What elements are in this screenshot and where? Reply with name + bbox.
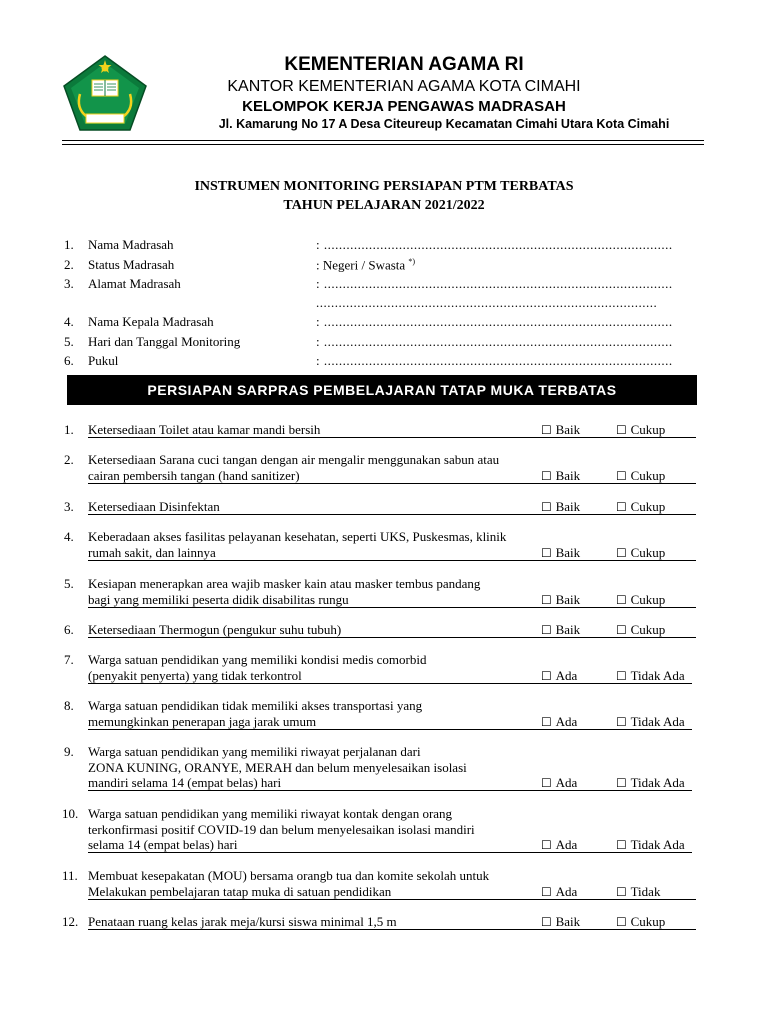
check-option-1[interactable] <box>541 714 577 730</box>
check-option-label: Baik <box>555 622 581 637</box>
check-option-1[interactable] <box>541 775 577 791</box>
check-option-label: Ada <box>555 713 578 729</box>
check-item-number: 2. <box>64 452 74 467</box>
check-item-text: Melakukan pembelajaran tatap muka di satuan pendidikan <box>88 883 392 899</box>
identity-label: Pukul <box>88 353 119 368</box>
check-option-label: Ada <box>555 837 578 852</box>
checkbox-icon[interactable]: ☐ <box>541 668 556 683</box>
check-item-text: Ketersediaan Thermogun (pengukur suhu tubuh) <box>88 622 342 637</box>
check-option-2[interactable] <box>616 545 665 561</box>
check-option-1[interactable] <box>541 914 580 930</box>
check-item-text: Ketersediaan Toilet atau kamar mandi bersih <box>88 422 321 437</box>
check-option-label: Baik <box>555 544 581 560</box>
checkbox-icon[interactable]: ☐ <box>541 838 556 852</box>
check-item-number: 6. <box>64 622 74 637</box>
check-option-label: Cukup <box>630 467 666 483</box>
checkbox-icon[interactable]: ☐ <box>616 468 631 483</box>
check-item-text: cairan pembersih tangan (hand sanitizer) <box>88 467 300 483</box>
check-option-label: Tidak Ada <box>630 667 685 683</box>
check-item-text: rumah sakit, dan lainnya <box>88 544 216 560</box>
check-item-text: Membuat kesepakatan (MOU) bersama orangb tua dan komite sekolah untuk <box>88 868 490 883</box>
check-item-underline <box>88 437 696 438</box>
identity-field-time[interactable]: : ............................................................................................. <box>316 353 673 368</box>
check-option-label: Baik <box>555 422 581 437</box>
identity-field-address[interactable]: : ............................................................................................. <box>316 276 673 291</box>
check-option-label: Ada <box>555 883 578 899</box>
check-option-2[interactable] <box>616 714 685 730</box>
check-item-number: 5. <box>64 576 74 591</box>
check-item-text: selama 14 (empat belas) hari <box>88 837 238 852</box>
check-option-1[interactable] <box>541 884 577 900</box>
identity-num: 3. <box>64 276 74 291</box>
check-option-1[interactable] <box>541 837 577 853</box>
check-option-2[interactable] <box>616 499 665 515</box>
check-item-number: 12. <box>62 914 79 929</box>
check-option-1[interactable] <box>541 668 577 684</box>
checkbox-icon[interactable]: ☐ <box>616 592 631 607</box>
check-option-label: Cukup <box>630 914 666 929</box>
check-option-label: Cukup <box>630 422 666 437</box>
checkbox-icon[interactable]: ☐ <box>541 592 556 607</box>
checkbox-icon[interactable]: ☐ <box>616 884 631 899</box>
check-option-2[interactable] <box>616 422 665 438</box>
check-item-text: Kesiapan menerapkan area wajib masker kain atau masker tembus pandang <box>88 576 481 591</box>
identity-num: 5. <box>64 334 74 349</box>
checkbox-icon[interactable]: ☐ <box>616 915 631 929</box>
checkbox-icon[interactable]: ☐ <box>616 545 631 560</box>
check-option-2[interactable] <box>616 775 685 791</box>
check-item-underline <box>88 790 692 791</box>
check-option-label: Ada <box>555 667 578 683</box>
check-item-text: Keberadaan akses fasilitas pelayanan kesehatan, seperti UKS, Puskesmas, klinik <box>88 529 507 544</box>
check-option-2[interactable] <box>616 884 660 900</box>
form-year: TAHUN PELAJARAN 2021/2022 <box>283 198 485 213</box>
check-item-underline <box>88 514 696 515</box>
checkbox-icon[interactable]: ☐ <box>541 500 556 514</box>
check-option-label: Baik <box>555 914 581 929</box>
check-option-2[interactable] <box>616 914 665 930</box>
check-item-number: 9. <box>64 744 74 759</box>
checkbox-icon[interactable]: ☐ <box>541 714 556 729</box>
check-item-number: 3. <box>64 499 74 514</box>
identity-label: Nama Madrasah <box>88 237 174 252</box>
identity-field-date[interactable]: : ............................................................................................. <box>316 334 673 349</box>
check-option-2[interactable] <box>616 622 665 638</box>
checkbox-icon[interactable]: ☐ <box>541 884 556 899</box>
check-option-1[interactable] <box>541 622 580 638</box>
check-item-number: 1. <box>64 422 74 437</box>
checkbox-icon[interactable]: ☐ <box>616 776 631 790</box>
checkbox-icon[interactable]: ☐ <box>541 468 556 483</box>
identity-label: Hari dan Tanggal Monitoring <box>88 334 241 349</box>
check-option-label: Tidak Ada <box>630 713 685 729</box>
check-option-2[interactable] <box>616 668 685 684</box>
header-group: KELOMPOK KERJA PENGAWAS MADRASAH <box>242 98 566 115</box>
check-option-2[interactable] <box>616 468 665 484</box>
checkbox-icon[interactable]: ☐ <box>541 545 556 560</box>
identity-field-status[interactable] <box>316 257 415 273</box>
checkbox-icon[interactable]: ☐ <box>541 915 556 929</box>
check-item-number: 11. <box>62 868 78 883</box>
check-item-text: Warga satuan pendidikan tidak memiliki akses transportasi yang <box>88 698 423 713</box>
check-item-underline <box>88 683 692 684</box>
form-title: INSTRUMEN MONITORING PERSIAPAN PTM TERBATAS <box>194 179 574 194</box>
check-item-underline <box>88 560 696 561</box>
check-option-label: Baik <box>555 467 581 483</box>
check-option-label: Cukup <box>630 544 666 560</box>
check-item-underline <box>88 929 696 930</box>
checkbox-icon[interactable]: ☐ <box>616 668 631 683</box>
check-item-number: 10. <box>62 806 79 821</box>
identity-num: 4. <box>64 314 74 329</box>
check-item-underline <box>88 852 692 853</box>
identity-field-school-name[interactable]: : ............................................................................................. <box>316 237 673 252</box>
identity-field-address-cont[interactable]: ........................................................................................... <box>316 295 658 310</box>
status-value: : Negeri / Swasta <box>316 257 409 273</box>
check-item-text: Ketersediaan Sarana cuci tangan dengan air mengalir menggunakan sabun atau <box>88 452 500 467</box>
check-item-text: memungkinkan penerapan jaga jarak umum <box>88 713 317 729</box>
identity-field-principal[interactable]: : ............................................................................................. <box>316 314 673 329</box>
check-option-label: Cukup <box>630 591 666 607</box>
checkbox-icon[interactable]: ☐ <box>616 623 631 637</box>
checkbox-icon[interactable]: ☐ <box>616 423 631 437</box>
check-option-label: Tidak <box>630 883 661 899</box>
check-item-text: terkonfirmasi positif COVID-19 dan belum menyelesaikan isolasi mandiri <box>88 821 475 837</box>
checkbox-icon[interactable]: ☐ <box>541 423 556 437</box>
identity-num: 1. <box>64 237 74 252</box>
status-note: *) <box>408 257 416 266</box>
check-item-text: mandiri selama 14 (empat belas) hari <box>88 775 282 790</box>
check-item-underline <box>88 729 692 730</box>
checkbox-icon[interactable]: ☐ <box>616 838 631 852</box>
check-item-text: Warga satuan pendidikan yang memiliki kondisi medis comorbid <box>88 652 427 667</box>
check-option-label: Cukup <box>630 622 666 637</box>
check-item-text: Penataan ruang kelas jarak meja/kursi siswa minimal 1,5 m <box>88 914 397 929</box>
section-banner: PERSIAPAN SARPRAS PEMBELAJARAN TATAP MUKA TERBATAS <box>67 375 697 405</box>
checkbox-icon[interactable]: ☐ <box>541 776 556 790</box>
check-item-underline <box>88 637 696 638</box>
check-option-1[interactable] <box>541 422 580 438</box>
checkbox-icon[interactable]: ☐ <box>616 500 631 514</box>
check-item-text: Ketersediaan Disinfektan <box>88 499 220 514</box>
check-item-underline <box>88 607 696 608</box>
identity-num: 2. <box>64 257 74 272</box>
check-option-1[interactable] <box>541 499 580 515</box>
check-option-label: Tidak Ada <box>630 837 685 852</box>
check-item-number: 7. <box>64 652 74 667</box>
check-option-2[interactable] <box>616 837 685 853</box>
check-item-text: Warga satuan pendidikan yang memiliki riwayat kontak dengan orang <box>88 806 453 821</box>
identity-label: Alamat Madrasah <box>88 276 181 291</box>
identity-num: 6. <box>64 353 74 368</box>
check-option-2[interactable] <box>616 592 665 608</box>
header-office: KANTOR KEMENTERIAN AGAMA KOTA CIMAHI <box>227 78 581 95</box>
header-rule-thick <box>62 140 704 141</box>
check-option-label: Baik <box>555 591 581 607</box>
check-option-1[interactable] <box>541 468 580 484</box>
header-ministry: KEMENTERIAN AGAMA RI <box>284 54 524 75</box>
identity-label: Nama Kepala Madrasah <box>88 314 214 329</box>
check-item-number: 4. <box>64 529 74 544</box>
check-option-label: Ada <box>555 775 578 790</box>
checkbox-icon[interactable]: ☐ <box>616 714 631 729</box>
check-item-text: bagi yang memiliki peserta didik disabilitas rungu <box>88 591 349 607</box>
header-address: Jl. Kamarung No 17 A Desa Citeureup Kecamatan Cimahi Utara Kota Cimahi <box>218 117 670 131</box>
header-rule-thin <box>62 144 704 145</box>
check-item-underline <box>88 899 696 900</box>
checkbox-icon[interactable]: ☐ <box>541 623 556 637</box>
check-option-label: Tidak Ada <box>630 775 685 790</box>
check-item-text: Warga satuan pendidikan yang memiliki riwayat perjalanan dari <box>88 744 421 759</box>
check-item-number: 8. <box>64 698 74 713</box>
check-item-text: (penyakit penyerta) yang tidak terkontrol <box>88 667 302 683</box>
check-option-label: Baik <box>555 499 581 514</box>
check-option-1[interactable] <box>541 545 580 561</box>
identity-label: Status Madrasah <box>88 257 175 272</box>
check-item-text: ZONA KUNING, ORANYE, MERAH dan belum menyelesaikan isolasi <box>88 759 467 775</box>
check-option-1[interactable] <box>541 592 580 608</box>
check-option-label: Cukup <box>630 499 666 514</box>
check-item-underline <box>88 483 696 484</box>
